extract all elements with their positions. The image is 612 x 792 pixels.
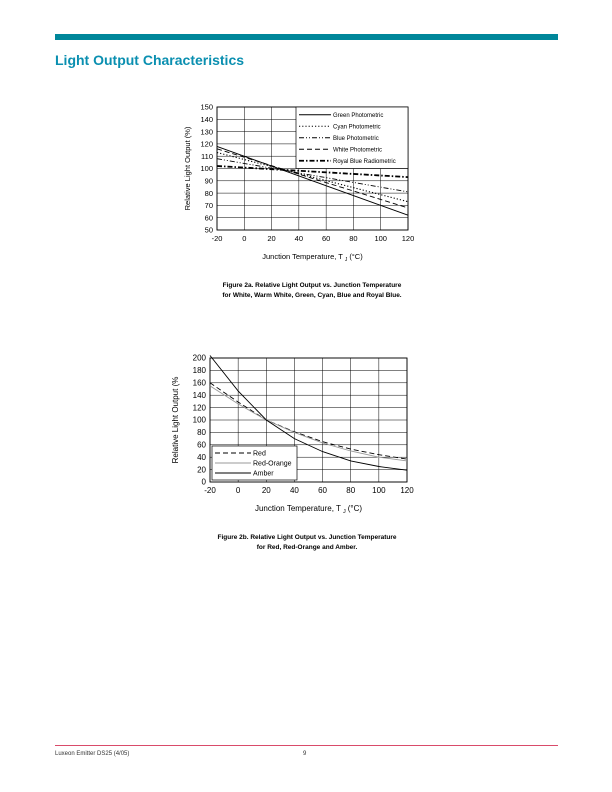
legend-label: Red xyxy=(253,450,266,458)
footer-divider xyxy=(55,745,558,746)
x-tick-label: 0 xyxy=(235,486,241,495)
legend-label: White Photometric xyxy=(333,147,383,154)
y-tick-label: 50 xyxy=(204,225,213,235)
y-tick-label: 120 xyxy=(192,403,206,413)
x-tick-label: 120 xyxy=(401,234,415,243)
x-tick-label: 20 xyxy=(267,234,276,243)
y-tick-label: 140 xyxy=(200,115,213,124)
y-tick-label: 60 xyxy=(197,440,206,450)
x-tick-label: 0 xyxy=(242,234,247,243)
x-axis-label-unit: (°C) xyxy=(347,504,363,513)
y-tick-label: 100 xyxy=(200,164,213,174)
y-tick-label: 160 xyxy=(192,378,206,388)
y-tick-label: 110 xyxy=(201,151,213,161)
plot-2b xyxy=(171,354,414,515)
x-tick-label: 40 xyxy=(294,234,304,243)
x-axis-label: Junction Temperature, T $_J$ (°C) xyxy=(254,504,363,515)
x-axis-label-subscript: J xyxy=(344,257,348,263)
legend-label: Royal Blue Radiometric xyxy=(333,159,396,166)
x-axis-label-subscript: J xyxy=(343,509,346,515)
legend-label: Green Photometric xyxy=(333,113,384,120)
figure-2b-caption-line2: for Red, Red-Orange and Amber. xyxy=(256,544,358,551)
figure-2a-caption-line1: Figure 2a. Relative Light Output vs. Junction Temperature xyxy=(222,282,402,289)
x-tick-label: 120 xyxy=(400,486,414,495)
plot-2a xyxy=(183,103,414,263)
legend-label: Amber xyxy=(253,470,274,478)
figure-2b-caption xyxy=(151,533,463,553)
footer-page-number: 9 xyxy=(303,751,307,757)
y-tick-label: 90 xyxy=(204,176,213,186)
y-tick-label: 80 xyxy=(204,188,213,198)
y-tick-label: 20 xyxy=(197,465,206,475)
y-tick-label: 120 xyxy=(200,139,213,149)
section-title: Light Output Characteristics xyxy=(55,52,245,68)
x-axis-label-unit: (°C) xyxy=(349,252,363,261)
figure-2b-caption-line1: Figure 2b. Relative Light Output vs. Junction Temperature xyxy=(217,534,397,541)
legend-label: Blue Photometric xyxy=(333,136,379,143)
y-axis-label: Relative Light Output (%) xyxy=(183,126,192,211)
x-tick-label: 20 xyxy=(261,486,271,495)
y-tick-label: 180 xyxy=(192,366,206,376)
x-tick-label: 60 xyxy=(318,486,328,495)
y-tick-label: 70 xyxy=(204,201,213,211)
x-tick-label: -20 xyxy=(204,486,216,495)
x-tick-label: 100 xyxy=(372,486,386,495)
x-tick-label: -20 xyxy=(211,234,223,243)
y-tick-label: 140 xyxy=(192,390,206,400)
y-tick-label: 100 xyxy=(192,415,206,425)
figure-2a-caption-line2: for White, Warm White, Green, Cyan, Blue and Royal Blue. xyxy=(222,292,402,299)
figure-2a-caption xyxy=(156,281,468,301)
footer-document-id: Luxeon Emitter DS25 (4/05) xyxy=(55,751,130,757)
y-tick-label: 150 xyxy=(200,102,213,112)
y-tick-label: 40 xyxy=(197,452,206,462)
x-tick-label: 40 xyxy=(289,486,299,495)
x-tick-label: 100 xyxy=(374,234,387,243)
legend-label: Cyan Photometric xyxy=(333,124,381,131)
y-tick-label: 0 xyxy=(201,477,206,487)
x-tick-label: 80 xyxy=(349,234,358,243)
y-tick-label: 130 xyxy=(200,127,213,137)
y-tick-label: 80 xyxy=(197,428,206,438)
x-tick-label: 80 xyxy=(346,486,356,495)
legend-label: Red-Orange xyxy=(253,460,292,468)
y-tick-label: 200 xyxy=(192,353,206,363)
y-axis-label: Relative Light Output (% xyxy=(171,376,180,464)
y-tick-label: 60 xyxy=(204,213,213,223)
x-axis-label: Junction Temperature, T $_J$ (°C) xyxy=(262,252,363,263)
x-tick-label: 60 xyxy=(321,234,331,243)
